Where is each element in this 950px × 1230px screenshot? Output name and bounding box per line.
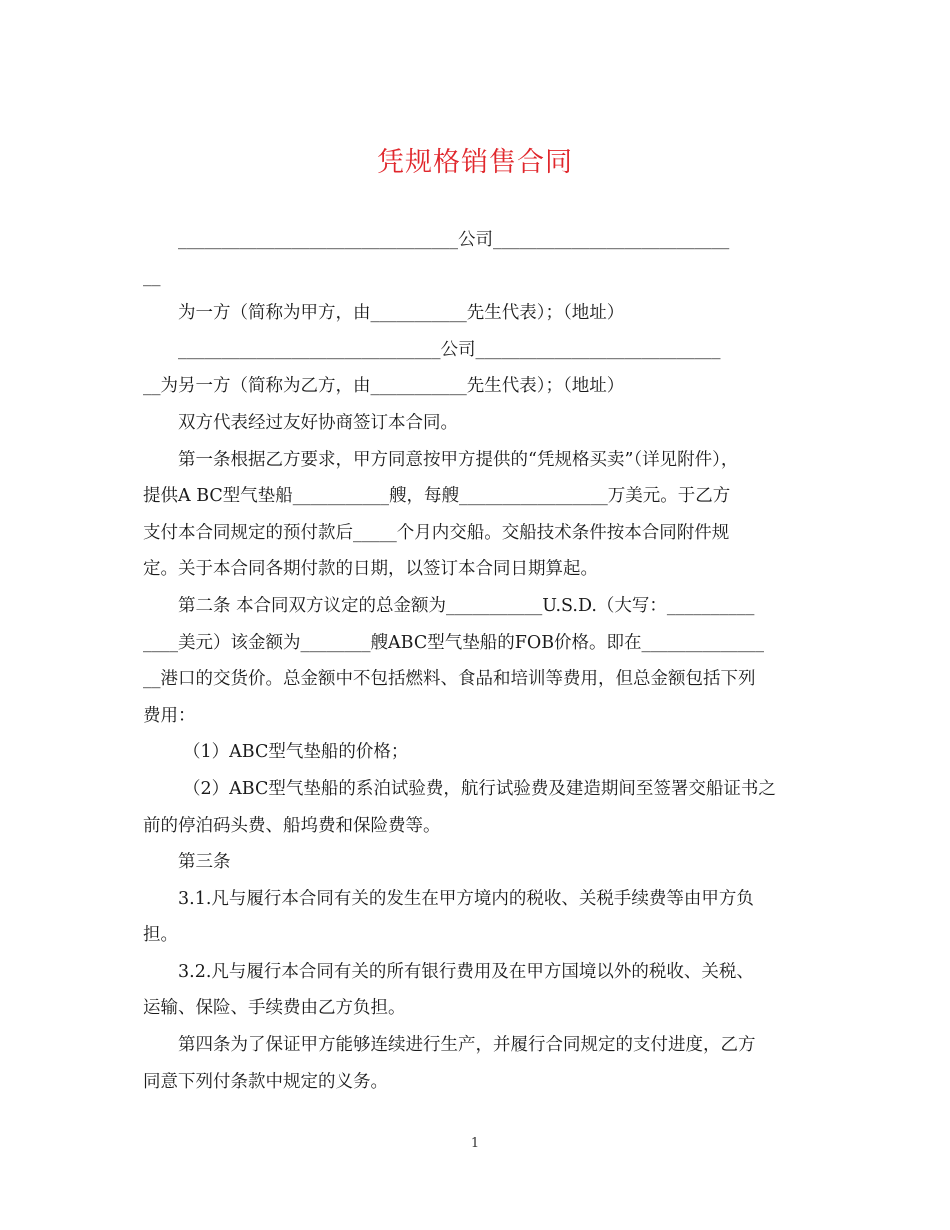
text-line: 前的停泊码头费、船坞费和保险费等。 [143, 815, 441, 836]
text-line: 第二条 本合同双方议定的总金额为___________U.S.D.（大写：__________ [178, 595, 755, 616]
text-line: 第三条 [178, 852, 231, 873]
page-number: 1 [470, 1136, 480, 1151]
text-line: 第一条根据乙方要求，甲方同意按甲方提供的“凭规格买卖”（详见附件）， [178, 449, 739, 470]
text-line: （2）ABC型气垫船的系泊试验费，航行试验费及建造期间至签署交船证书之 [183, 778, 776, 799]
text-line: 支付本合同规定的预付款后_____个月内交船。交船技术条件按本合同附件规 [143, 522, 730, 543]
text-line: 担。 [143, 925, 178, 946]
text-line: 第四条为了保证甲方能够连续进行生产，并履行合同规定的支付进度，乙方 [178, 1035, 756, 1056]
text-line: 提供A BC型气垫船___________艘，每艘_________________万美元。于乙方 [143, 486, 731, 507]
text-line: __为另一方（简称为乙方，由___________先生代表）；（地址） [143, 376, 625, 397]
text-line: 同意下列付条款中规定的义务。 [143, 1071, 388, 1092]
document-body [143, 222, 801, 1100]
text-line: （1）ABC型气垫船的价格； [183, 742, 409, 763]
text-line: 3.1.凡与履行本合同有关的发生在甲方境内的税收、关税手续费等由甲方负 [178, 888, 754, 909]
text-line: 双方代表经过友好协商签订本合同。 [178, 412, 458, 433]
text-line: __港口的交货价。总金额中不包括燃料、食品和培训等费用，但总金额包括下列 [143, 669, 756, 690]
text-line: 定。关于本合同各期付款的日期，以签订本合同日期算起。 [143, 559, 598, 580]
text-line: 3.2.凡与履行本合同有关的所有银行费用及在甲方国境以外的税收、关税、 [178, 961, 754, 982]
text-line: ________________________________公司___________________________ [178, 230, 730, 250]
text-line: __ [143, 266, 161, 287]
document-title: 凭规格销售合同 [377, 147, 573, 178]
text-line: 运输、保险、手续费由乙方负担。 [143, 998, 406, 1019]
text-line: 为一方（简称为甲方，由___________先生代表）；（地址） [178, 303, 625, 324]
text-line: ____美元）该金额为________艘ABC型气垫船的FOB价格。即在______________ [143, 632, 765, 653]
text-line: ______________________________公司____________________________ [178, 339, 721, 360]
text-line: 费用： [143, 705, 196, 726]
